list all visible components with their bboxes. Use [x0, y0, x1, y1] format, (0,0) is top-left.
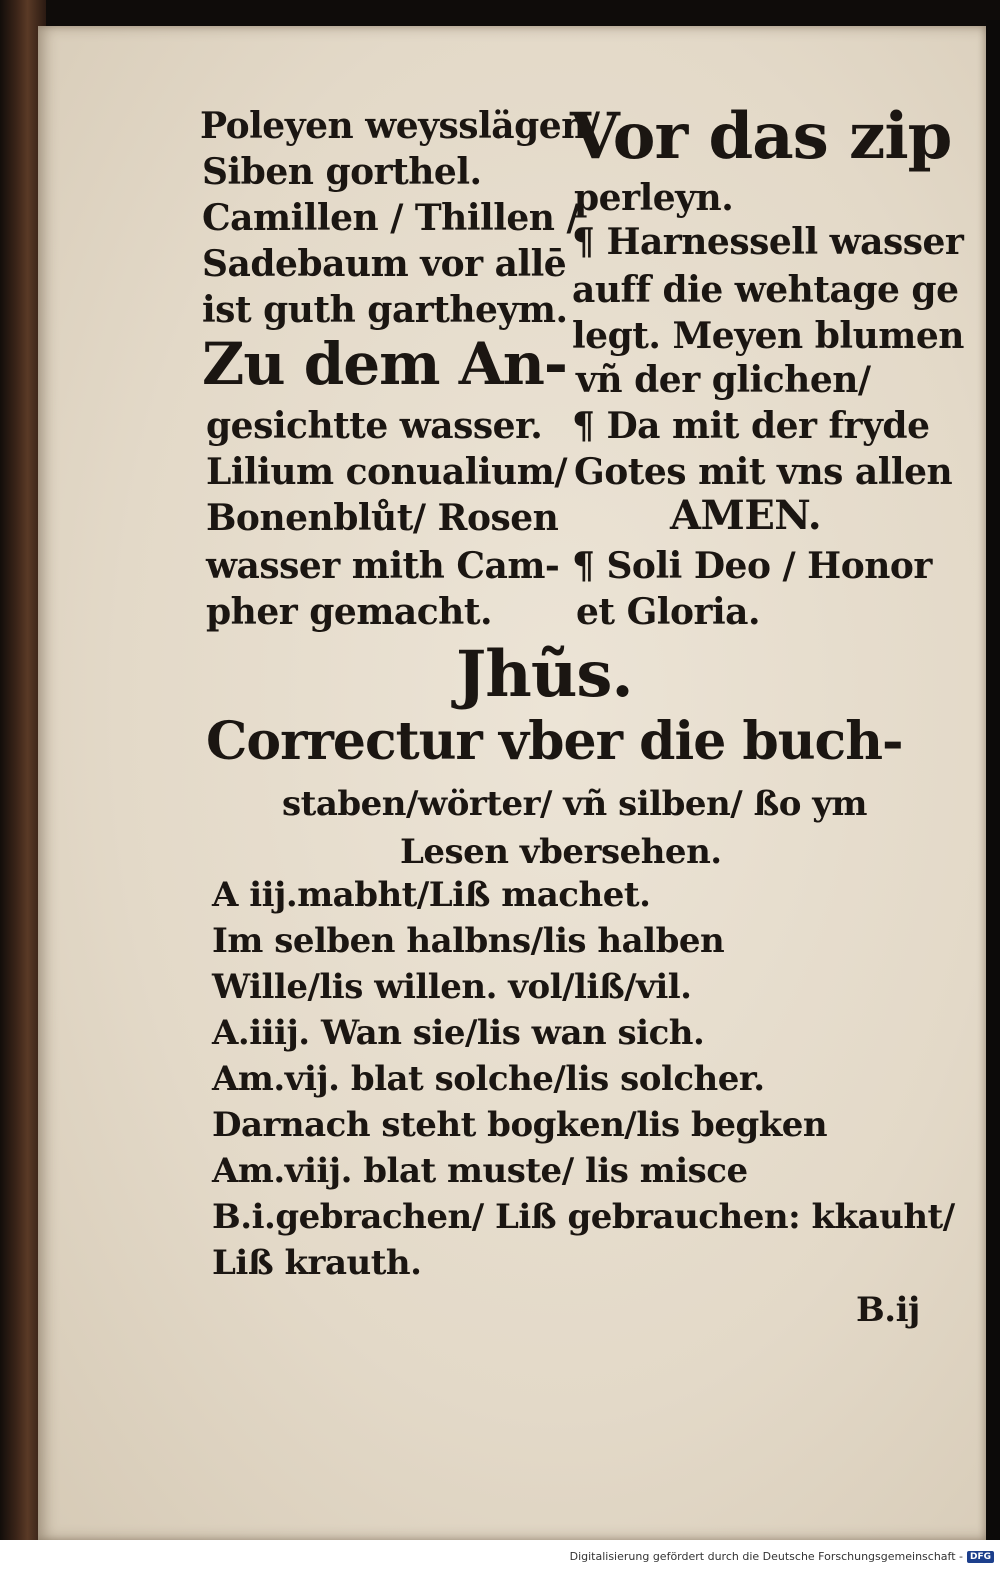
right-line: auff die wehtage ge	[572, 269, 959, 311]
right-line: vñ der glichen/	[576, 359, 871, 401]
errata-line: A.iiij. Wan sie/lis wan sich.	[212, 1013, 705, 1053]
ihus-heading: Jhũs.	[456, 637, 633, 712]
right-line: Gotes mit vns allen	[574, 451, 953, 493]
credit-text: Digitalisierung gefördert durch die Deutsche Forschungsgemeinschaft -	[569, 1550, 963, 1563]
correctur-title: Correctur vber die buch-	[206, 711, 903, 772]
right-heading: Vor das zip	[570, 99, 952, 174]
right-line: ¶ Harnessell wasser	[572, 221, 964, 263]
errata-line: Im selben halbns/lis halben	[212, 921, 725, 961]
left-line: Poleyen weysslägen/	[200, 105, 600, 147]
right-line: AMEN.	[670, 492, 822, 539]
digitization-credit	[570, 1550, 994, 1563]
right-line: ¶ Soli Deo / Honor	[572, 545, 932, 587]
errata-line: B.i.gebrachen/ Liß gebrauchen: kkauht/	[212, 1197, 955, 1237]
errata-line: Wille/lis willen. vol/liß/vil.	[212, 967, 692, 1007]
correctur-line: Lesen vbersehen.	[400, 832, 722, 872]
left-line: pher gemacht.	[206, 591, 492, 633]
errata-line: Darnach steht bogken/lis begken	[212, 1105, 828, 1145]
left-heading: Zu dem An-	[202, 330, 567, 398]
errata-line: Liß krauth.	[212, 1243, 422, 1283]
left-line: Camillen / Thillen /	[202, 197, 580, 239]
correctur-line: staben/wörter/ vñ silben/ ßo ym	[282, 784, 868, 824]
left-line: Siben gorthel.	[202, 151, 482, 193]
dfg-logo: DFG	[967, 1551, 994, 1563]
errata-line: Am.viij. blat muste/ lis misce	[212, 1151, 748, 1191]
errata-line: A iij.mabht/Liß machet.	[212, 875, 651, 915]
right-line: legt. Meyen blumen	[572, 315, 964, 357]
right-line: et Gloria.	[576, 591, 760, 633]
left-line: Sadebaum vor allē	[202, 243, 567, 285]
right-line: ¶ Da mit der fryde	[572, 405, 930, 447]
left-line: ist guth gartheym.	[202, 289, 568, 331]
left-line: Bonenblůt/ Rosen	[206, 497, 559, 539]
left-line: wasser mith Cam-	[206, 545, 560, 587]
scan-background	[46, 0, 1000, 28]
left-line: Lilium conualium/	[206, 451, 568, 493]
right-line: perleyn.	[574, 177, 734, 219]
errata-line: Am.vij. blat solche/lis solcher.	[212, 1059, 765, 1099]
left-line: gesichtte wasser.	[206, 405, 543, 447]
scan-edge	[986, 20, 1000, 1540]
signature-mark: B.ij	[856, 1290, 920, 1330]
